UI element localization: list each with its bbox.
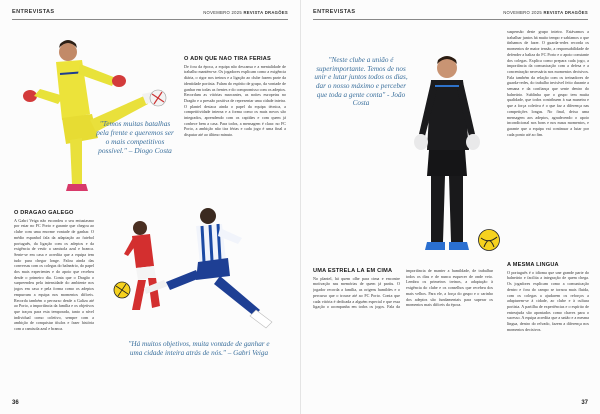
article-body: O português é o idioma que une grande parte do balneário e facilita a integração de quem chega. Os jogadores explicam como a comunicação dentro e fora do campo se tornou mais fluida, com os colegas a ajudarem os reforços a adaptarem-se à cidade, ao clube e à cultura portista. A partilha de experiências e o espírito de entreajuda são apontados como chaves para o sucesso. A equipa acredita que a união e a mesma língua, dentro do relvado, fazem a diferença nos momentos decisivos. bbox=[507, 269, 589, 332]
page-number: 37 bbox=[581, 400, 588, 406]
article-body: A Gabri Veiga não escondeu o seu entusiasmo por estar no FC Porto e garante que chegou ao clube com uma enorme vontade de ganhar. O médio espanhol fala da adaptação ao futebol português, da ligação com os adeptos e da exigência de vestir a camisola azul e branca. Sente-se em casa e acredita que a equipa tem tudo para chegar longe. Falou ainda das conversas com os colegas do balneário, do papel dos mais experientes e do apoio que recebeu desde o primeiro dia. Conta que o Dragão o surpreendeu pela intensidade do ambiente nos jogos em casa e pela forma como os adeptos empurram a equipa nos momentos difíceis. Recorda também o percurso desde a Galiza até ao Porto, a importância da família e os objetivos que traçou para esta temporada, tanto a nível individual como coletivo, sempre com a ambição de conquistar títulos e fazer história com a camisola azul e branca. bbox=[14, 217, 94, 332]
players-action-photo bbox=[110, 198, 290, 338]
article-dragao-galego bbox=[14, 210, 94, 398]
ball-photo bbox=[477, 228, 501, 252]
section-label: ENTREVISTAS bbox=[12, 9, 55, 15]
issue-label: NOVEMBRO 2025 REVISTA DRAGÕES bbox=[203, 10, 288, 15]
goalkeeper-photo bbox=[16, 34, 176, 194]
article-title: O ADN QUE NÃO TIRA FÉRIAS bbox=[184, 56, 271, 62]
header-rule bbox=[12, 19, 288, 20]
article-body: De fora da época, a equipa não descansa e a mentalidade de trabalho mantém-se. Os jogadores explicam como a exigência diária, o rigor nos treinos e a ligação ao clube fazem parte da identidade portista. Falam do espírito de grupo, da vontade de ganhar em todas as frentes e do compromisso com os adeptos. Recordam as vitórias marcantes, as noites europeias no Dragão e a pressão positiva de representar uma cidade inteira. O plantel destaca ainda o papel da equipa técnica, a competitividade interna e a forma como os mais novos são integrados, aprendendo com os capitães e com quem já conhece bem a casa. Para todos, a mensagem é clara: no FC Porto, a ambição não tira férias e cada jogo é uma final a disputar até ao último minuto. bbox=[184, 63, 286, 138]
pull-quote: "Neste clube a união é superimportante. Temos de nos unir e lutar juntos todos os dias, dar o nosso máximo e perceber que toda a gente conta" - João Costa bbox=[314, 56, 408, 108]
section-label: ENTREVISTAS bbox=[313, 9, 356, 15]
issue-label: NOVEMBRO 2025 REVISTA DRAGÕES bbox=[503, 10, 588, 15]
pull-quote-top: "Temos muitas batalhas pela frente e queremos ser o mais competitivos possível." – Diogo Costa bbox=[96, 119, 174, 155]
page-header bbox=[12, 9, 288, 19]
page-number: 36 bbox=[12, 400, 19, 406]
right-page bbox=[300, 0, 600, 414]
page-header bbox=[313, 9, 588, 19]
article-body: No plantel, há quem olhe para cima e encontre motivação nas memórias de quem já partiu. O jogador recorda a família, as origens humildes e o percurso que o trouxe até ao FC Porto. Conta que cada vitória é dedicada a alguém especial e que essa ligação o acompanha em todos os jogos. Fala da importância de manter a humildade, de trabalhar todos os dias e de nunca esquecer de onde veio. Lembra os primeiros treinos, a adaptação à exigência do clube e os conselhos que recebeu dos mais velhos. Para ele, a força do grupo e o carinho dos adeptos são fundamentais para superar os momentos mais difíceis da época. bbox=[313, 268, 493, 310]
article-continuation bbox=[507, 29, 589, 257]
article-estrela bbox=[313, 268, 493, 400]
header-rule bbox=[313, 19, 588, 20]
article-mesma-lingua bbox=[507, 262, 589, 402]
pull-quote-bottom: "Há muitos objetivos, muita vontade de ganhar e uma cidade inteira atrás de nós." – Gabri Veiga bbox=[128, 340, 270, 357]
article-title: O DRAGÃO GALEGO bbox=[14, 210, 74, 216]
article-title: A MESMA LÍNGUA bbox=[507, 262, 559, 268]
article-body: suspensão deste grupo inteiro. Estávamos a trabalhar juntos há muito tempo e sabíamos o que tínhamos de fazer. O guarda-redes recorda os momentos de maior tensão, a responsabilidade de defender a baliza do FC Porto e o apoio constante dos colegas. Explica como prepara cada jogo, a importância da comunicação com a defesa e a concentração necessária nos momentos decisivos. Fala também da relação com os treinadores de guarda-redes, do trabalho invisível feito durante a semana e da confiança que sente dentro do balneário. Sublinha que o grupo tem muita qualidade, que todos contribuem à sua maneira e que a força coletiva é o que faz a diferença nas competições longas. No final, deixa uma mensagem aos adeptos, agradecendo o apoio incondicional nos bons e nos maus momentos, e garante que a equipa vai continuar a lutar por cada ponto até ao fim. bbox=[507, 29, 589, 137]
article-title: UMA ESTRELA LÁ EM CIMA bbox=[313, 268, 393, 274]
